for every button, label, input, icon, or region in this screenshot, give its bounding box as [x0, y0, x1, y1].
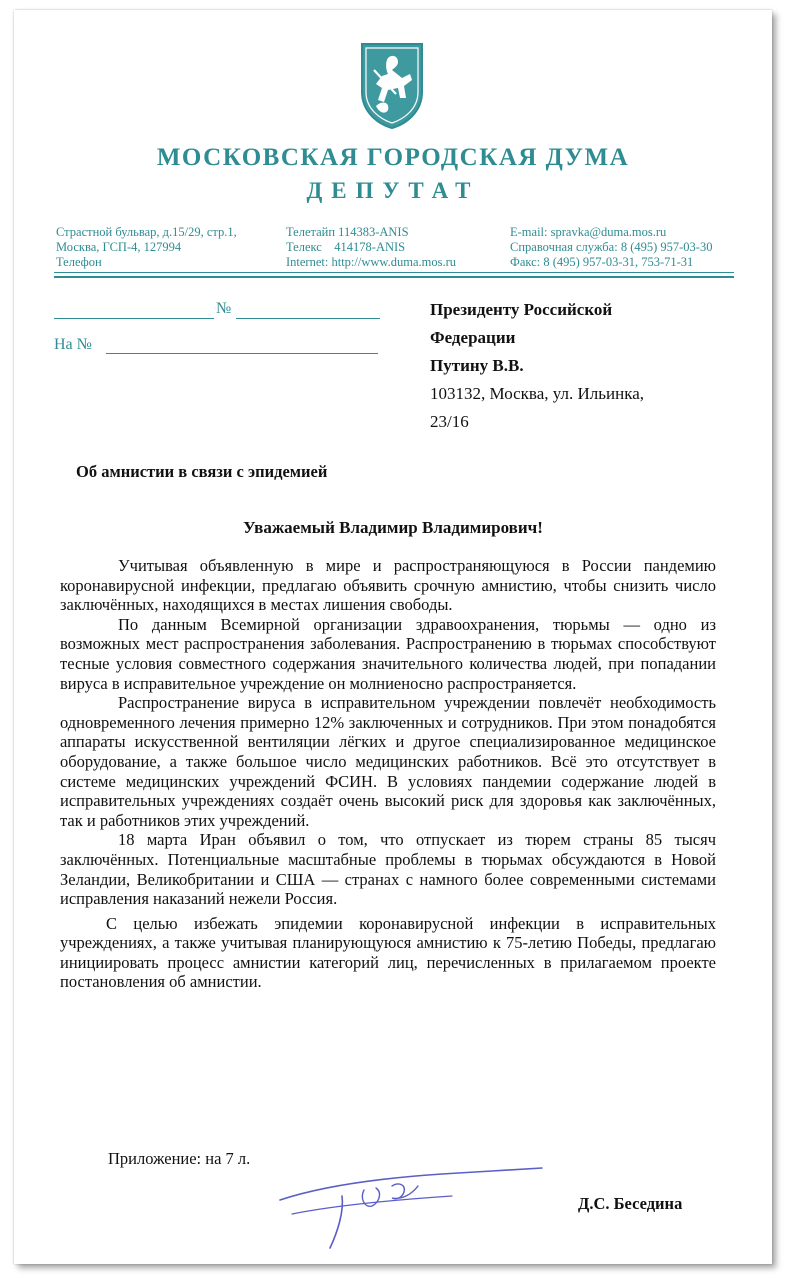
addressee-address: 23/16 [430, 412, 469, 431]
attachment-note: Приложение: на 7 л. [108, 1149, 251, 1168]
org-role: ДЕПУТАТ [306, 178, 480, 203]
contact-line: Телекс 414178-ANIS [286, 240, 406, 254]
body-paragraph: Распространение вируса в исправительном учреждении повлечёт необходимость одновременного лечения примерно 12% заключенных и сотрудников. При этом понадобятся аппараты искусственной вентиляции лёгких и другое специализированное медицинское оборудование, а также большое число медицинских работников. Всё это отсутствует в системе медицинских учреждений ФСИН. В условиях пандемии содержание людей в исправительных учреждениях создаёт очень высокий риск для здоровья как заключённых, так и работников этих учреждений. [60, 693, 716, 830]
body-paragraph: По данным Всемирной организации здравоохранения, тюрьмы — одно из возможных мест распространения заболевания. Распространению в тюрьмах способствуют тесные условия совместного содержания значительного количества людей, при попадании вируса в исправительное учреждение он молниеносно распространяется. [60, 614, 716, 693]
outgoing-date-line [54, 318, 214, 319]
handwritten-signature [272, 1156, 562, 1256]
body-paragraph: 18 марта Иран объявил о том, что отпускает из тюрем страны 85 тысяч заключённых. Потенциальные масштабные проблемы в тюрьмах обсуждаются в Новой Зеландии, Великобритании и США — странах с намного более современными системами исправления наказаний нежели Россия. [60, 830, 716, 909]
header-divider [54, 272, 734, 273]
outgoing-number-line [236, 318, 380, 319]
addressee-title: Федерации [430, 328, 516, 347]
moscow-coat-of-arms-icon [358, 40, 426, 130]
body-paragraph: С целью избежать эпидемии коронавирусной инфекции в исправительных учреждениях, а также учитывая планирующуюся амнистию к 75-летию Победы, предлагаю инициировать процесс амнистии категорий лиц, перечисленных в прилагаемом проекте постановления об амнистии. [60, 913, 716, 992]
contact-line: Факс: 8 (495) 957-03-31, 753-71-31 [510, 255, 694, 269]
addressee-name: Путину В.В. [430, 356, 524, 375]
letter-subject: Об амнистии в связи с эпидемией [76, 462, 328, 481]
signer-name: Д.С. Беседина [578, 1194, 683, 1213]
contact-line: Страстной бульвар, д.15/29, стр.1, [56, 225, 237, 239]
number-sign: № [216, 300, 232, 317]
contact-line: Телефон [56, 255, 102, 269]
body-paragraph: Учитывая объявленную в мире и распространяющуюся в России пандемию коронавирусной инфекции, предлагаю объявить срочную амнистию, чтобы снизить число заключённых, находящихся в местах лишения свободы. [60, 556, 716, 615]
salutation: Уважаемый Владимир Владимирович! [243, 518, 543, 537]
reference-label: На № [54, 336, 92, 353]
org-name: МОСКОВСКАЯ ГОРОДСКАЯ ДУМА [156, 144, 630, 171]
addressee-block [430, 296, 644, 436]
addressee-title: Президенту Российской [430, 300, 613, 319]
letter-page [14, 10, 772, 1264]
letter-body [60, 556, 716, 992]
reference-number-line [106, 353, 378, 354]
contact-line: Телетайп 114383-ANIS [286, 225, 409, 239]
contact-line: Москва, ГСП-4, 127994 [56, 240, 182, 254]
contact-line: E-mail: spravka@duma.mos.ru [510, 225, 667, 239]
contacts-address [56, 225, 237, 270]
contact-line: Справочная служба: 8 (495) 957-03-30 [510, 240, 713, 254]
contact-line: Internet: http://www.duma.mos.ru [286, 255, 456, 269]
contacts-email [510, 225, 712, 270]
addressee-address: 103132, Москва, ул. Ильинка, [430, 384, 645, 403]
header-divider [54, 276, 734, 278]
contacts-telex [286, 225, 456, 270]
